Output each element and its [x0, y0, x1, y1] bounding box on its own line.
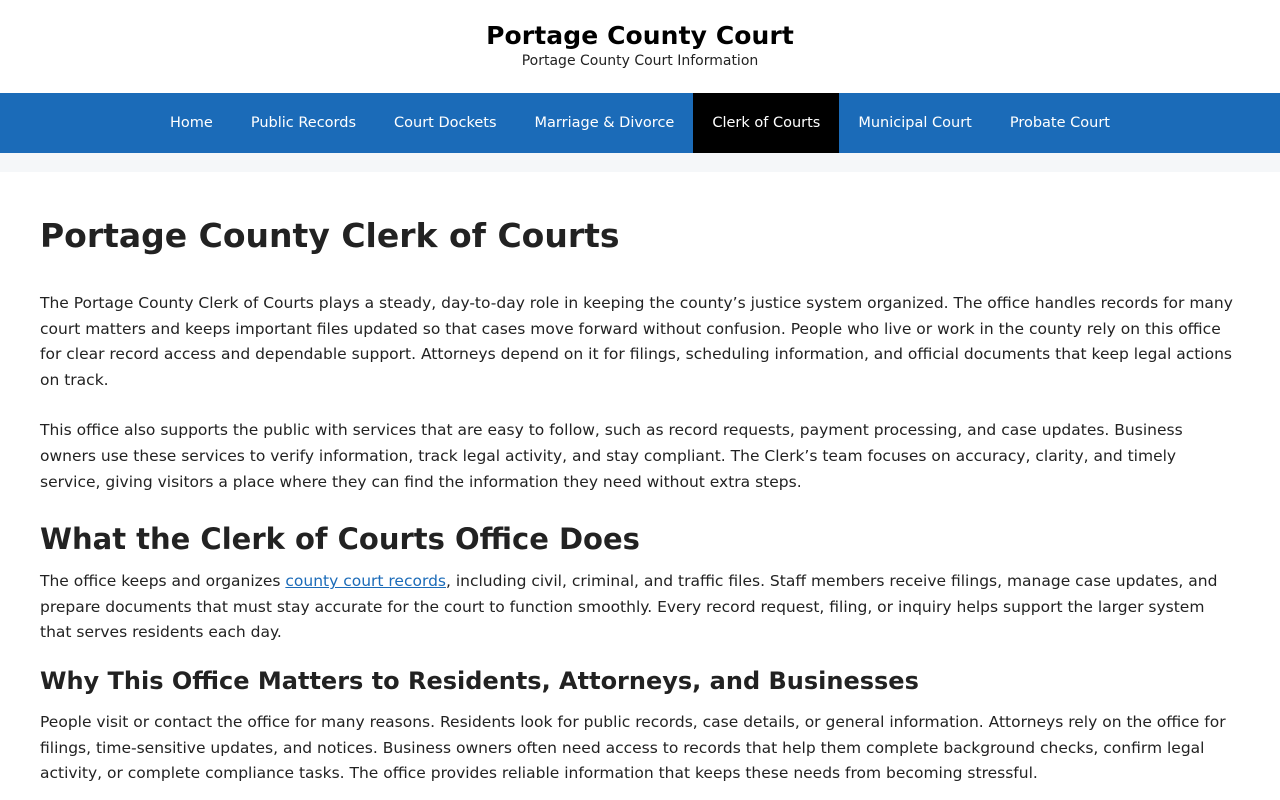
nav-item-court-dockets[interactable]: Court Dockets [394, 115, 497, 131]
nav-item-probate-court[interactable]: Probate Court [1009, 115, 1110, 131]
nav-item-public-records[interactable]: Public Records [250, 115, 357, 131]
nav-item-municipal-court[interactable]: Municipal Court [858, 115, 972, 131]
office-duties-paragraph [40, 569, 1240, 646]
intro-paragraph-1: The Portage County Clerk of Courts plays a steady, day-to-day role in keeping the county’s justice system organized. The office handles records for many court matters and keeps important files updated so that cases move forward without confusion. People who live or work in the county rely on this office for clear record access and dependable support. Attorneys depend on it for filings, scheduling information, and official documents that keep legal actions on track. [40, 294, 1233, 389]
nav-item-clerk-of-courts[interactable]: Clerk of Courts [693, 93, 839, 153]
why-matters-paragraph: People visit or contact the office for many reasons. Residents look for public records, case details, or general information. Attorneys rely on the office for filings, time-sensitive updates, and notices. Business owners often need access to records that help them complete background checks, confirm legal activity, or complete compliance tasks. The office provides reliable information that keeps these needs from becoming stressful. [40, 712, 1226, 783]
site-header [0, 0, 1280, 93]
county-court-records-link[interactable]: county court records [285, 572, 446, 591]
office-duties-text-end: , including civil, criminal, and traffic files. Staff members receive filings, manage case updates, and prepare documents that must stay accurate for the court to function smoothly. Every record request, filing, or inquiry helps support the larger system that serves residents each day. [40, 572, 1218, 642]
intro-paragraph-2: This office also supports the public with services that are easy to follow, such as record requests, payment processing, and case updates. Business owners use these services to verify information, track legal activity, and stay compliant. The Clerk’s team focuses on accuracy, clarity, and timely service, giving visitors a place where they can find the information they need without extra steps. [40, 421, 1183, 491]
main-content [0, 215, 1280, 787]
site-title[interactable]: Portage County Court [486, 21, 794, 50]
page-title: Portage County Clerk of Courts [40, 216, 620, 255]
section-heading-why-matters: Why This Office Matters to Residents, Attorneys, and Businesses [40, 666, 919, 695]
main-nav [0, 93, 1280, 153]
site-tagline: Portage County Court Information [521, 53, 759, 69]
office-duties-text-start: The office keeps and organizes [40, 572, 286, 591]
nav-item-marriage-divorce[interactable]: Marriage & Divorce [534, 115, 675, 131]
section-heading-office-duties: What the Clerk of Courts Office Does [40, 522, 640, 557]
nav-sub-band [0, 153, 1280, 172]
nav-item-home[interactable]: Home [170, 115, 213, 131]
